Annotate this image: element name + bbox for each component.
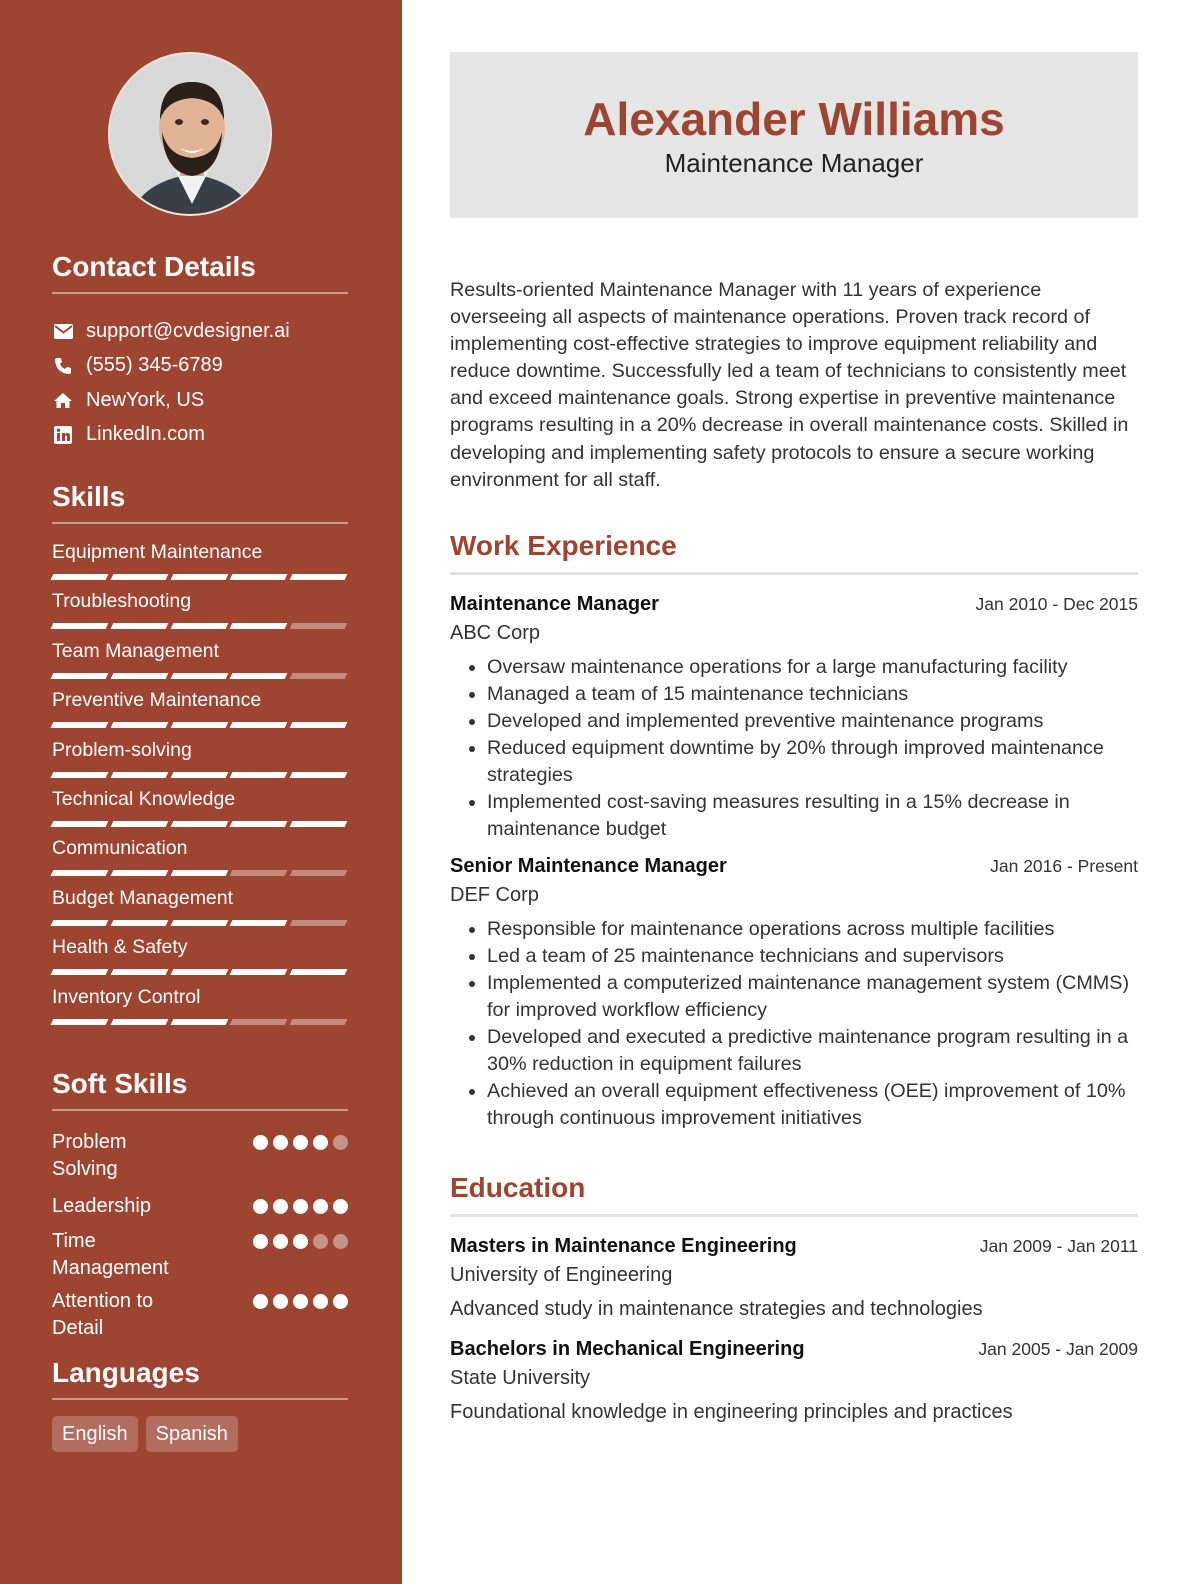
contact-location bbox=[52, 383, 348, 418]
contact-title: Contact Details bbox=[52, 251, 348, 294]
rating-dot bbox=[273, 1294, 288, 1309]
skill-level-segment bbox=[170, 772, 228, 778]
skill-level-segment bbox=[170, 673, 228, 679]
rating-dot bbox=[293, 1234, 308, 1249]
skill-item bbox=[52, 787, 348, 836]
job-company: DEF Corp bbox=[450, 883, 539, 906]
education-title: Education bbox=[450, 1172, 1138, 1217]
home-icon bbox=[52, 389, 74, 411]
skill-level-segment bbox=[51, 722, 109, 728]
skill-level-segment bbox=[110, 722, 168, 728]
rating-dot bbox=[313, 1135, 328, 1150]
skill-name: Equipment Maintenance bbox=[52, 541, 263, 563]
contact-section bbox=[52, 251, 348, 452]
job-bullet: • Led a team of 25 maintenance technicians and supervisors bbox=[487, 943, 1138, 970]
contact-linkedin[interactable] bbox=[52, 418, 348, 453]
skill-level-segment bbox=[51, 1019, 109, 1025]
skill-level-segment bbox=[230, 673, 288, 679]
job-dates: Jan 2016 - Present bbox=[990, 855, 1138, 876]
soft-skill-item bbox=[52, 1193, 348, 1220]
skill-level-segment bbox=[170, 821, 228, 827]
rating-dot bbox=[313, 1294, 328, 1309]
job-title: Senior Maintenance Manager bbox=[450, 854, 727, 877]
skill-level-segment bbox=[51, 870, 109, 876]
skill-level-bar bbox=[52, 574, 348, 580]
job-bullet: • Managed a team of 15 maintenance technicians bbox=[487, 681, 1138, 708]
skill-item bbox=[52, 886, 348, 935]
skill-level-segment bbox=[290, 969, 348, 975]
skill-level-segment bbox=[290, 920, 348, 926]
school-name: University of Engineering bbox=[450, 1263, 673, 1286]
skill-level-segment bbox=[110, 1019, 168, 1025]
skill-name: Problem-solving bbox=[52, 738, 192, 761]
skill-level-segment bbox=[110, 920, 168, 926]
education-dates: Jan 2009 - Jan 2011 bbox=[979, 1235, 1138, 1256]
language-badge: English bbox=[52, 1416, 138, 1452]
skill-level-segment bbox=[51, 821, 109, 827]
skill-level-segment bbox=[290, 1019, 348, 1025]
soft-skill-rating bbox=[253, 1294, 348, 1309]
skills-title: Skills bbox=[52, 481, 348, 524]
rating-dot bbox=[293, 1294, 308, 1309]
soft-skill-name: Problem Solving bbox=[52, 1131, 127, 1180]
skill-level-bar bbox=[52, 920, 348, 926]
job-bullet: • Reduced equipment downtime by 20% through improved maintenance strategies bbox=[487, 735, 1138, 789]
skill-level-segment bbox=[290, 673, 348, 679]
rating-dot bbox=[333, 1234, 348, 1249]
skill-level-segment bbox=[230, 821, 288, 827]
skill-level-bar bbox=[52, 969, 348, 975]
skill-level-segment bbox=[230, 623, 288, 629]
school-name: State University bbox=[450, 1366, 591, 1389]
job-bullet: • Implemented cost-saving measures resulting in a 15% decrease in maintenance budget bbox=[487, 789, 1138, 843]
skill-name: Technical Knowledge bbox=[52, 787, 236, 810]
skill-level-bar bbox=[52, 870, 348, 876]
education-description: Advanced study in maintenance strategies and technologies bbox=[450, 1297, 983, 1320]
skill-item bbox=[52, 688, 348, 737]
languages-title: Languages bbox=[52, 1357, 348, 1400]
skill-item bbox=[52, 836, 348, 885]
skill-level-bar bbox=[52, 673, 348, 679]
skill-level-segment bbox=[290, 870, 348, 876]
skill-level-bar bbox=[52, 722, 348, 728]
soft-skill-item bbox=[52, 1228, 348, 1282]
skill-level-segment bbox=[51, 623, 109, 629]
skill-level-segment bbox=[51, 673, 109, 679]
skill-level-segment bbox=[110, 821, 168, 827]
skill-level-segment bbox=[51, 969, 109, 975]
skill-name: Health & Safety bbox=[52, 936, 188, 959]
soft-skill-name: Attention to Detail bbox=[52, 1290, 154, 1339]
job-bullet: • Implemented a computerized maintenance management system (CMMS) for improved workflow efficiency bbox=[487, 970, 1138, 1024]
job-bullets bbox=[487, 916, 1138, 1132]
soft-skill-rating bbox=[253, 1199, 348, 1214]
job-bullet: • Developed and implemented preventive maintenance programs bbox=[487, 708, 1138, 735]
job-entry bbox=[450, 855, 1138, 1132]
job-company: ABC Corp bbox=[450, 621, 541, 644]
education-section bbox=[450, 1172, 1138, 1425]
rating-dot bbox=[273, 1234, 288, 1249]
skill-level-bar bbox=[52, 821, 348, 827]
soft-skills-title: Soft Skills bbox=[52, 1068, 348, 1111]
contact-email[interactable] bbox=[52, 314, 348, 349]
rating-dot bbox=[253, 1234, 268, 1249]
skill-name: Inventory Control bbox=[52, 985, 201, 1008]
skill-item bbox=[52, 540, 348, 589]
rating-dot bbox=[293, 1135, 308, 1150]
skill-level-segment bbox=[110, 870, 168, 876]
skill-level-segment bbox=[51, 920, 109, 926]
profile-photo bbox=[108, 52, 272, 216]
skill-level-segment bbox=[230, 870, 288, 876]
rating-dot bbox=[253, 1199, 268, 1214]
phone-icon bbox=[52, 355, 74, 377]
skill-level-segment bbox=[170, 623, 228, 629]
skill-level-segment bbox=[290, 623, 348, 629]
skill-level-segment bbox=[290, 772, 348, 778]
skill-level-segment bbox=[290, 722, 348, 728]
skill-level-segment bbox=[290, 574, 348, 580]
rating-dot bbox=[333, 1294, 348, 1309]
skill-level-segment bbox=[110, 673, 168, 679]
education-dates: Jan 2005 - Jan 2009 bbox=[978, 1338, 1138, 1359]
skill-item bbox=[52, 935, 348, 984]
skill-item bbox=[52, 738, 348, 787]
candidate-role: Maintenance Manager bbox=[664, 148, 924, 178]
skills-section bbox=[52, 481, 348, 1034]
rating-dot bbox=[253, 1135, 268, 1150]
candidate-name: Alexander Williams bbox=[583, 93, 1005, 145]
job-bullets bbox=[487, 654, 1138, 843]
skill-level-segment bbox=[110, 574, 168, 580]
skill-level-segment bbox=[290, 821, 348, 827]
job-bullet: • Oversaw maintenance operations for a large manufacturing facility bbox=[487, 654, 1138, 681]
skill-level-segment bbox=[230, 772, 288, 778]
skill-level-segment bbox=[230, 722, 288, 728]
skill-item bbox=[52, 985, 348, 1034]
rating-dot bbox=[293, 1199, 308, 1214]
soft-skill-item bbox=[52, 1129, 348, 1183]
skill-level-bar bbox=[52, 1019, 348, 1025]
skill-level-bar bbox=[52, 623, 348, 629]
skill-level-segment bbox=[230, 920, 288, 926]
soft-skill-item bbox=[52, 1288, 348, 1342]
education-entry bbox=[450, 1235, 1138, 1322]
skill-level-segment bbox=[170, 722, 228, 728]
contact-phone-text: (555) 345-6789 bbox=[86, 354, 223, 377]
skill-level-bar bbox=[52, 772, 348, 778]
contact-location-text: NewYork, US bbox=[86, 388, 205, 411]
skill-level-segment bbox=[230, 1019, 288, 1025]
job-bullet: • Responsible for maintenance operations across multiple facilities bbox=[487, 916, 1138, 943]
skill-item bbox=[52, 589, 348, 638]
language-badge: Spanish bbox=[146, 1416, 238, 1452]
languages-section bbox=[52, 1357, 348, 1452]
skill-level-segment bbox=[110, 772, 168, 778]
degree-title: Bachelors in Mechanical Engineering bbox=[450, 1337, 805, 1360]
rating-dot bbox=[273, 1199, 288, 1214]
skill-item bbox=[52, 639, 348, 688]
rating-dot bbox=[273, 1135, 288, 1150]
contact-linkedin-text: LinkedIn.com bbox=[86, 423, 205, 446]
envelope-icon bbox=[52, 320, 74, 342]
header-box bbox=[450, 52, 1138, 218]
job-bullet: • Achieved an overall equipment effectiveness (OEE) improvement of 10% through continuous improvement initiatives bbox=[487, 1078, 1138, 1132]
skill-level-segment bbox=[110, 969, 168, 975]
skill-level-segment bbox=[230, 969, 288, 975]
skill-name: Communication bbox=[52, 837, 188, 860]
soft-skill-rating bbox=[253, 1234, 348, 1249]
job-title: Maintenance Manager bbox=[450, 592, 659, 615]
skill-level-segment bbox=[170, 920, 228, 926]
main-content bbox=[450, 52, 1138, 1425]
rating-dot bbox=[313, 1234, 328, 1249]
education-entry bbox=[450, 1338, 1138, 1425]
rating-dot bbox=[253, 1294, 268, 1309]
skill-level-segment bbox=[110, 623, 168, 629]
soft-skills-section bbox=[52, 1068, 348, 1342]
rating-dot bbox=[313, 1199, 328, 1214]
rating-dot bbox=[333, 1135, 348, 1150]
education-description: Foundational knowledge in engineering principles and practices bbox=[450, 1400, 1013, 1423]
skill-level-segment bbox=[51, 772, 109, 778]
work-title: Work Experience bbox=[450, 530, 1138, 575]
skill-level-segment bbox=[51, 574, 109, 580]
skill-level-segment bbox=[170, 574, 228, 580]
summary-text: Results-oriented Maintenance Manager with 11 years of experience overseeing all aspects of maintenance operations. Proven track record of implementing cost-effective strategies to improve equipment reliability and reduce downtime. Successfully led a team of technicians to consistently meet and exceed maintenance goals. Strong expertise in preventive maintenance programs resulting in a 20% decrease in overall maintenance costs. Skilled in developing and implementing safety protocols to ensure a secure working environment for all staff. bbox=[450, 279, 1129, 491]
soft-skill-name: Time Management bbox=[52, 1230, 169, 1279]
skill-level-segment bbox=[170, 969, 228, 975]
work-section bbox=[450, 530, 1138, 1132]
job-entry bbox=[450, 593, 1138, 843]
skill-name: Team Management bbox=[52, 639, 219, 662]
skill-level-segment bbox=[170, 1019, 228, 1025]
skill-name: Budget Management bbox=[52, 886, 234, 909]
skill-level-segment bbox=[230, 574, 288, 580]
skill-level-segment bbox=[170, 870, 228, 876]
soft-skill-rating bbox=[253, 1135, 348, 1150]
job-dates: Jan 2010 - Dec 2015 bbox=[975, 593, 1138, 614]
job-bullet: • Developed and executed a predictive maintenance program resulting in a 30% reduction in equipment failures bbox=[487, 1024, 1138, 1078]
contact-phone[interactable] bbox=[52, 349, 348, 384]
skill-name: Troubleshooting bbox=[52, 590, 192, 613]
linkedin-icon bbox=[52, 424, 74, 446]
soft-skill-name: Leadership bbox=[52, 1195, 151, 1217]
sidebar bbox=[0, 0, 402, 1584]
rating-dot bbox=[333, 1199, 348, 1214]
contact-email-text: support@cvdesigner.ai bbox=[86, 319, 290, 342]
degree-title: Masters in Maintenance Engineering bbox=[450, 1234, 797, 1257]
skill-name: Preventive Maintenance bbox=[52, 689, 262, 712]
